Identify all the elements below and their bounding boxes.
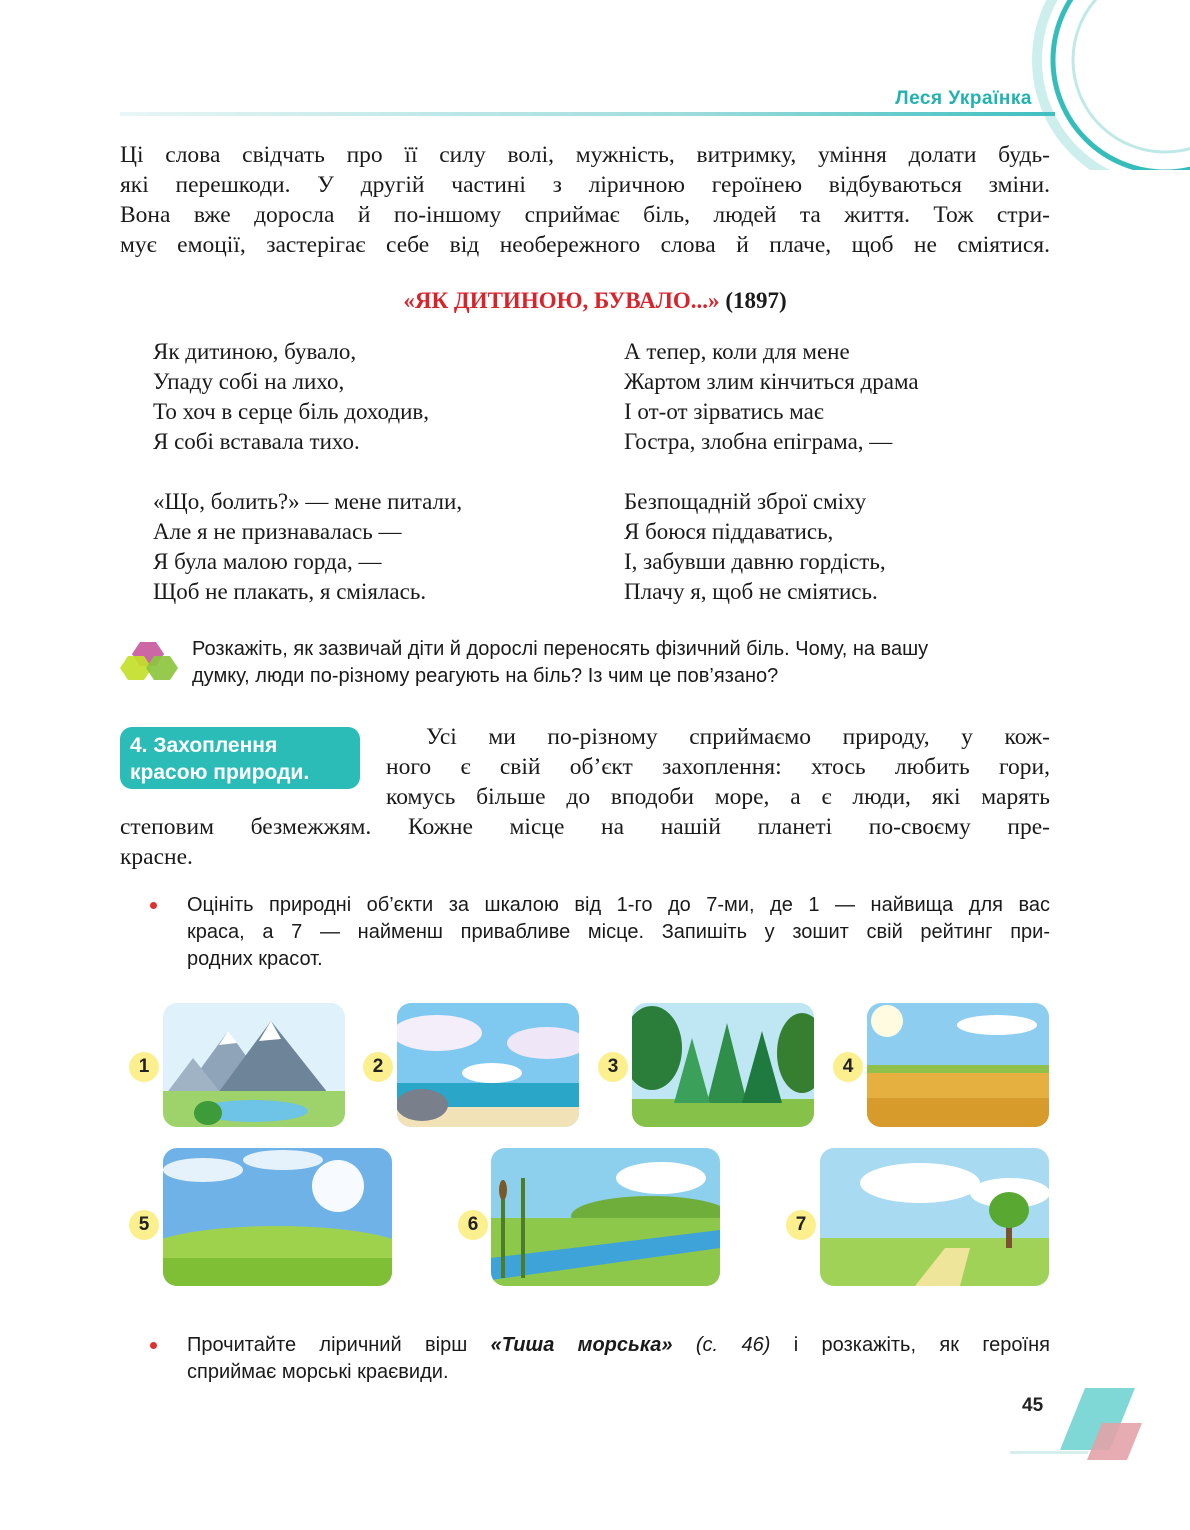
image-number-badge: 3 — [598, 1052, 628, 1082]
section-paragraph-full — [120, 812, 1050, 872]
poem-line: Я боюся піддаватись, — [624, 519, 834, 544]
poem-line: «Що, болить?» — мене питали, — [153, 489, 463, 514]
running-head: Леся Українка — [895, 88, 1032, 109]
section-badge — [120, 727, 360, 789]
text-line: краса, а 7 — найменш привабливе місце. Запишіть у зошит свій рейтинг при- — [187, 921, 1050, 943]
page-ref: (с. 46) — [672, 1334, 771, 1356]
section-badge-line: красою природи. — [130, 761, 310, 784]
text-line: думку, люди по-різному реагують на біль? Із чим це пов’язано? — [192, 665, 779, 687]
landscape-image-green-meadow — [163, 1148, 392, 1286]
landscape-image-river — [491, 1148, 720, 1286]
poem-line: Як дитиною, бувало, — [153, 339, 357, 364]
discussion-text — [192, 636, 1054, 690]
text-line: степовим безмежжям. Кожне місце на нашій планеті по-своєму пре- — [120, 814, 1050, 840]
poem-title-text: «ЯК ДИТИНОЮ, БУВАЛО...» — [403, 288, 720, 313]
image-number-badge: 2 — [363, 1052, 393, 1082]
task2-line — [187, 1332, 1050, 1359]
poem-stanza-left-1 — [153, 337, 429, 457]
bullet-dot — [150, 1342, 157, 1349]
poem-line: Я була малою горда, — — [153, 549, 382, 574]
landscape-image-sea — [397, 1003, 579, 1127]
landscape-image-mountains — [163, 1003, 345, 1127]
poem-stanza-right-2 — [624, 487, 886, 607]
task2-post: і розкажіть, як героїня — [770, 1334, 1050, 1356]
section-badge-line: 4. Захоплення — [130, 734, 278, 757]
task-bullet-read-poem — [150, 1332, 1050, 1386]
task-bullet-rating — [150, 892, 1050, 973]
landscape-image-meadow-tree — [820, 1148, 1049, 1286]
poem-year: (1897) — [725, 288, 787, 313]
poem-line: Гостра, злобна епіграма, — — [624, 429, 893, 454]
text-line: Оцініть природні об’єкти за шкалою від 1-го до 7-ми, де 1 — найвища для вас — [187, 894, 1050, 916]
image-number-badge: 7 — [786, 1210, 816, 1240]
text-line: сприймає морські краєвиди. — [187, 1361, 449, 1383]
section-paragraph-beside — [386, 722, 1050, 812]
text-line: мує емоції, застерігає себе від необережного слова й плаче, щоб не сміятися. — [120, 232, 1050, 258]
poem-line: Безпощадній зброї сміху — [624, 489, 867, 514]
header-rule — [120, 112, 1055, 116]
poem-line: Щоб не плакать, я сміялась. — [153, 579, 427, 604]
text-line: Усі ми по-різному сприймаємо природу, у кож- — [426, 724, 1050, 750]
text-line: які перешкоди. У другій частині з ліричною героїнею відбуваються зміни. — [120, 172, 1050, 198]
poem-line: Жартом злим кінчиться драма — [624, 369, 919, 394]
poem-line: І от-от зірватись має — [624, 399, 824, 424]
text-line: Ці слова свідчать про її силу волі, мужність, витримку, уміння долати будь- — [120, 142, 1050, 168]
poem-line: Плачу я, щоб не сміятись. — [624, 579, 878, 604]
image-number-badge: 1 — [129, 1052, 159, 1082]
poem-stanza-right-1 — [624, 337, 919, 457]
text-line: родних красот. — [187, 948, 323, 970]
text-line: комусь більше до вподоби море, а є люди, які марять — [386, 784, 1050, 810]
text-line: красне. — [120, 844, 193, 870]
poem-line: А тепер, коли для мене — [624, 339, 850, 364]
poem-line: Упаду собі на лихо, — [153, 369, 345, 394]
poem-line: І, забувши давню гордість, — [624, 549, 886, 574]
poem-line: Але я не признавалась — — [153, 519, 402, 544]
poem-stanza-left-2 — [153, 487, 462, 607]
bullet-dot — [150, 902, 157, 909]
poem-line: Я собі вставала тихо. — [153, 429, 360, 454]
intro-paragraph — [120, 140, 1050, 260]
image-number-badge: 4 — [833, 1052, 863, 1082]
image-number-badge: 5 — [129, 1210, 159, 1240]
poem-line: То хоч в серце біль доходив, — [153, 399, 430, 424]
hexagons-discussion-icon — [118, 640, 184, 686]
task2-pre: Прочитайте ліричний вірш — [187, 1334, 491, 1356]
text-line: ного є свій об’єкт захоплення: хтось любить гори, — [386, 754, 1050, 780]
work-title-link: «Тиша морська» — [490, 1334, 673, 1356]
landscape-image-forest — [632, 1003, 814, 1127]
landscape-image-wheat-field — [867, 1003, 1049, 1127]
text-line: Розкажіть, як зазвичай діти й дорослі переносять фізичний біль. Чому, на вашу — [192, 638, 929, 660]
page-number: 45 — [1022, 1395, 1044, 1416]
poem-title — [0, 288, 1190, 314]
image-number-badge: 6 — [458, 1210, 488, 1240]
text-line: Вона вже доросла й по-іншому сприймає біль, людей та життя. Тож стри- — [120, 202, 1050, 228]
